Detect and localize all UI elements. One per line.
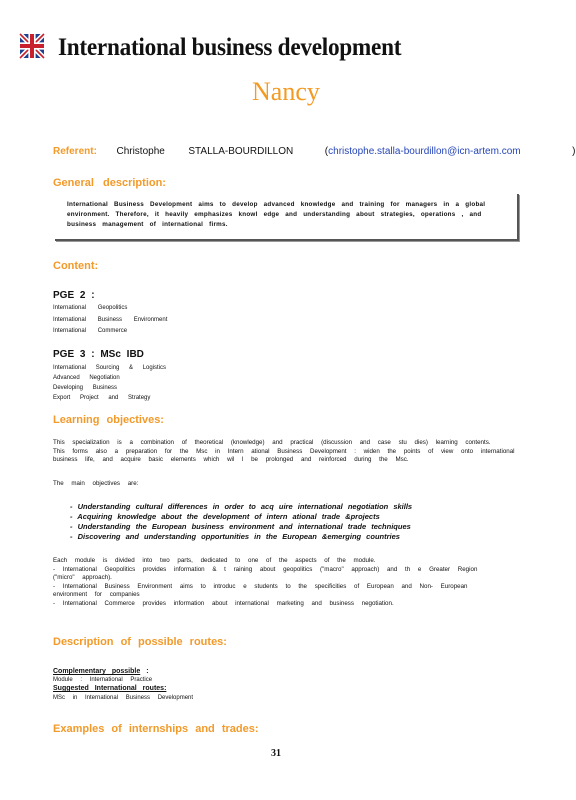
suggested-routes-label: Suggested International routes: — [53, 685, 167, 692]
referent-first-name: Christophe — [116, 146, 165, 157]
list-item: International Commerce — [53, 328, 128, 335]
description-text — [55, 194, 517, 230]
objectives-list — [70, 502, 412, 542]
main-objectives-label: The main objectives are: — [53, 480, 139, 487]
paragraph-line: This specialization is a combination of theoretical (knowledge) and practical (discussion and case stu dies) learning contents. — [53, 439, 491, 446]
page-number: 31 — [271, 748, 281, 759]
page-title: International business development — [58, 34, 402, 61]
paragraph-line: Each module is divided into two parts, dedicated to one of the aspects of the module. — [53, 557, 376, 564]
description-line: International Business Development aims to develop advanced knowledge and training for managers in a global — [67, 201, 486, 208]
paragraph-line: - International Business Environment aims to introduc e students to the specificities of European and Non- European — [53, 582, 468, 590]
list-item: International Sourcing & Logistics — [53, 365, 167, 371]
objective-item: - Acquiring knowledge about the development of intern ational trade &projects — [70, 512, 380, 521]
email-open-paren: ( — [324, 146, 329, 157]
list-item: Advanced Negotiation — [53, 375, 120, 381]
email-close-paren: ) — [572, 146, 576, 157]
description-line: business management of international firms. — [67, 221, 228, 228]
possible-routes-heading: Description of possible routes: — [53, 636, 227, 648]
paragraph-line: environment for companies — [53, 591, 140, 599]
examples-heading: Examples of internships and trades: — [53, 723, 259, 735]
content-heading: Content: — [53, 260, 99, 272]
suggested-route-line: MSc in International Business Development — [53, 695, 194, 701]
objective-item: - Understanding cultural differences in order to acq uire international negotiation skills — [70, 502, 413, 511]
list-item: Export Project and Strategy — [53, 395, 151, 401]
routes-block — [53, 664, 193, 703]
description-box — [55, 194, 519, 241]
city-subtitle: Nancy — [252, 77, 320, 106]
uk-flag-icon — [20, 34, 44, 58]
objective-item: - Understanding the European business environment and international trade techniques — [70, 522, 411, 531]
list-item: International Business Environment — [53, 316, 168, 323]
referent-line — [53, 146, 576, 157]
paragraph-line: This forms also a preparation for the Msc in Intern ational Business Development : widen the points of view onto international — [53, 447, 515, 455]
complementary-colon: : — [140, 668, 149, 675]
complementary-module-line: Module : International Practice — [53, 677, 153, 683]
referent-last-name: STALLA-BOURDILLON — [188, 146, 294, 157]
objective-item: - Discovering and understanding opportunities in the European &emerging countries — [70, 532, 400, 541]
pge2-list — [53, 303, 167, 338]
pge3-title: PGE 3 : MSc IBD — [53, 349, 144, 360]
pge2-title: PGE 2 : — [53, 290, 95, 301]
pge3-list — [53, 363, 166, 403]
list-item: Developing Business — [53, 385, 118, 391]
referent-label: Referent: — [53, 146, 97, 157]
learning-intro — [53, 439, 515, 465]
paragraph-line: business life, and acquire basic elements which wil l be prolonged and reinforced during the Msc. — [53, 456, 409, 464]
paragraph-line: - International Geopolitics provides information & t raining about geopolitics ("macro" approach) and th e Greater Region — [53, 565, 478, 573]
paragraph-line: ("micro" approach). — [53, 574, 112, 582]
referent-email-link[interactable]: christophe.stalla-bourdillon@icn-artem.com — [328, 146, 521, 157]
description-line: environment. Therefore, it heavily emphasizes knowl edge and understanding about strategies, operations , and — [67, 211, 482, 218]
list-item: International Geopolitics — [53, 305, 128, 311]
learning-objectives-heading: Learning objectives: — [53, 414, 164, 426]
complementary-label: Complementary possible — [53, 668, 141, 675]
module-description — [53, 557, 477, 609]
paragraph-line: - International Commerce provides information about international marketing and business negotiation. — [53, 599, 394, 607]
general-description-heading: General description: — [53, 177, 166, 189]
